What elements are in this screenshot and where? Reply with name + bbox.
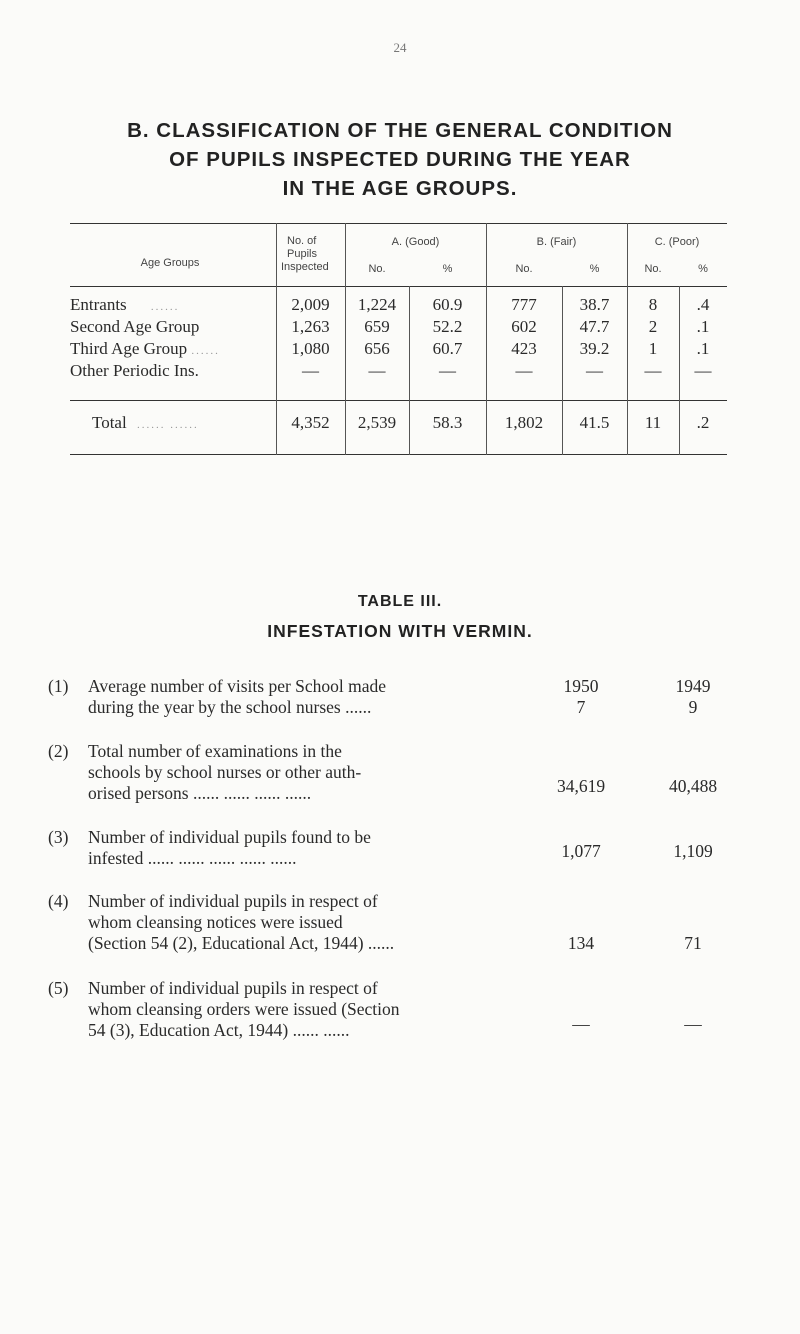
header-b-pct: %	[589, 263, 600, 275]
value-1950: 34,619	[556, 776, 606, 796]
cell-a-no: 656	[364, 339, 390, 358]
section-b-title-line-3: IN THE AGE GROUPS.	[282, 177, 518, 200]
cell-b-pct: 38.7	[579, 295, 610, 314]
row-label-text: Third Age Group	[70, 339, 188, 358]
row-second-age-group-label	[70, 316, 199, 338]
row-total-label	[92, 412, 199, 436]
cell-a-pct: 60.9	[432, 295, 463, 314]
row-entrants-label	[70, 294, 179, 318]
cell-c-pct: .4	[696, 295, 710, 314]
row-other-periodic-label	[70, 360, 199, 382]
header-c-no: No.	[644, 263, 662, 275]
item-description	[88, 978, 528, 1041]
cell-c-pct: .1	[696, 317, 710, 336]
item-line: Number of individual pupils in respect of	[88, 978, 378, 998]
value-1949: 71	[684, 933, 702, 953]
cell-b-no: 423	[511, 339, 537, 358]
cell-inspected: 1,263	[291, 317, 330, 336]
header-pupils-line-1: No. of	[287, 235, 317, 247]
cell-c-pct: —	[694, 361, 712, 380]
item-line: Average number of visits per School made	[88, 676, 387, 696]
item-line: infested ...... ...... ...... ...... ......	[88, 848, 297, 868]
cell-b-no: 777	[511, 295, 537, 314]
item-description	[88, 891, 528, 954]
table-top-rule	[70, 223, 727, 224]
cell-c-no: 1	[648, 339, 658, 358]
cell-b-no: 602	[511, 317, 537, 336]
leader-dots: ...... ......	[136, 419, 199, 431]
value-1950: 134	[567, 933, 595, 953]
section-b-title-line-1: B. CLASSIFICATION OF THE GENERAL CONDITION	[127, 119, 673, 142]
item-number: (4)	[48, 891, 69, 911]
header-1949: 1949	[675, 676, 711, 696]
header-b-no: No.	[515, 263, 533, 275]
item-line: whom cleansing notices were issued	[88, 912, 343, 932]
item-line: (Section 54 (2), Educational Act, 1944) ......	[88, 933, 395, 953]
value-1950: 7	[576, 697, 586, 717]
header-a-pct: %	[442, 263, 453, 275]
classification-table	[70, 223, 727, 455]
item-line: orised persons ...... ...... ...... ......	[88, 783, 312, 803]
item-line: schools by school nurses or other auth-	[88, 762, 362, 782]
cell-b-pct: 47.7	[579, 317, 610, 336]
total-b-pct: 41.5	[579, 413, 610, 432]
row-label-text: Total	[92, 413, 127, 432]
header-1950: 1950	[563, 676, 599, 696]
row-third-age-group-label	[70, 338, 220, 362]
value-1949: —	[684, 1014, 702, 1034]
infestation-item-2	[48, 741, 798, 811]
total-c-pct: .2	[696, 413, 710, 432]
value-1950: 1,077	[561, 841, 601, 861]
section-b-title	[0, 116, 800, 203]
infestation-item-3	[48, 827, 798, 877]
section-b-title-line-2: OF PUPILS INSPECTED DURING THE YEAR	[169, 148, 631, 171]
value-1949: 40,488	[668, 776, 718, 796]
item-line: 54 (3), Education Act, 1944) ...... ......	[88, 1020, 350, 1040]
cell-a-no: 1,224	[357, 295, 397, 314]
cell-c-no: —	[644, 361, 662, 380]
row-label-text: Other Periodic Ins.	[70, 361, 199, 380]
cell-c-pct: .1	[696, 339, 710, 358]
leader-dots: ......	[150, 301, 180, 313]
item-description	[88, 827, 528, 869]
cell-c-no: 8	[648, 295, 658, 314]
header-group-a: A. (Good)	[391, 236, 440, 248]
item-number: (1)	[48, 676, 69, 696]
row-label-text: Entrants	[70, 295, 127, 314]
total-a-pct: 58.3	[432, 413, 463, 432]
table-header-rule	[70, 286, 727, 287]
cell-a-pct: —	[439, 361, 456, 380]
item-description	[88, 741, 528, 804]
cell-a-pct: 60.7	[432, 339, 463, 358]
table-iii-title: TABLE III.	[357, 593, 443, 610]
infestation-item-5	[48, 978, 798, 1048]
header-group-c: C. (Poor)	[654, 236, 700, 248]
item-number: (5)	[48, 978, 69, 998]
item-line: Number of individual pupils in respect of	[88, 891, 378, 911]
page-number: 24	[393, 40, 407, 55]
total-a-no: 2,539	[357, 413, 397, 432]
item-line: Total number of examinations in the	[88, 741, 342, 761]
header-age-groups: Age Groups	[140, 257, 200, 269]
table-iii-subtitle: INFESTATION WITH VERMIN.	[267, 621, 533, 641]
table-total-rule	[70, 400, 727, 401]
item-line: during the year by the school nurses ......	[88, 697, 372, 717]
header-pupils-line-2: Pupils	[287, 248, 317, 260]
infestation-item-4	[48, 891, 798, 961]
value-1949: 9	[688, 697, 698, 717]
cell-a-pct: 52.2	[432, 317, 463, 336]
value-1950: —	[572, 1014, 590, 1034]
cell-inspected: 1,080	[291, 339, 330, 358]
header-group-b: B. (Fair)	[536, 236, 577, 248]
header-c-pct: %	[698, 263, 708, 275]
total-inspected: 4,352	[291, 413, 330, 432]
cell-a-no: 659	[364, 317, 390, 336]
value-1949: 1,109	[673, 841, 713, 861]
infestation-item-1	[48, 676, 798, 726]
cell-inspected: —	[302, 361, 319, 380]
row-label-text: Second Age Group	[70, 317, 200, 336]
header-pupils-inspected	[281, 235, 351, 274]
header-pupils-line-3: Inspected	[281, 261, 329, 273]
item-number: (3)	[48, 827, 69, 847]
cell-b-no: —	[515, 361, 533, 380]
total-c-no: 11	[644, 413, 662, 432]
leader-dots: ......	[191, 345, 220, 357]
item-description	[88, 676, 528, 718]
item-line: Number of individual pupils found to be	[88, 827, 371, 847]
cell-a-no: —	[368, 361, 386, 380]
header-a-no: No.	[368, 263, 386, 275]
item-line: whom cleansing orders were issued (Section	[88, 999, 400, 1019]
cell-b-pct: —	[586, 361, 603, 380]
cell-inspected: 2,009	[291, 295, 330, 314]
item-number: (2)	[48, 741, 69, 761]
total-b-no: 1,802	[504, 413, 544, 432]
table-bottom-rule	[70, 454, 727, 455]
cell-b-pct: 39.2	[579, 339, 610, 358]
cell-c-no: 2	[648, 317, 658, 336]
